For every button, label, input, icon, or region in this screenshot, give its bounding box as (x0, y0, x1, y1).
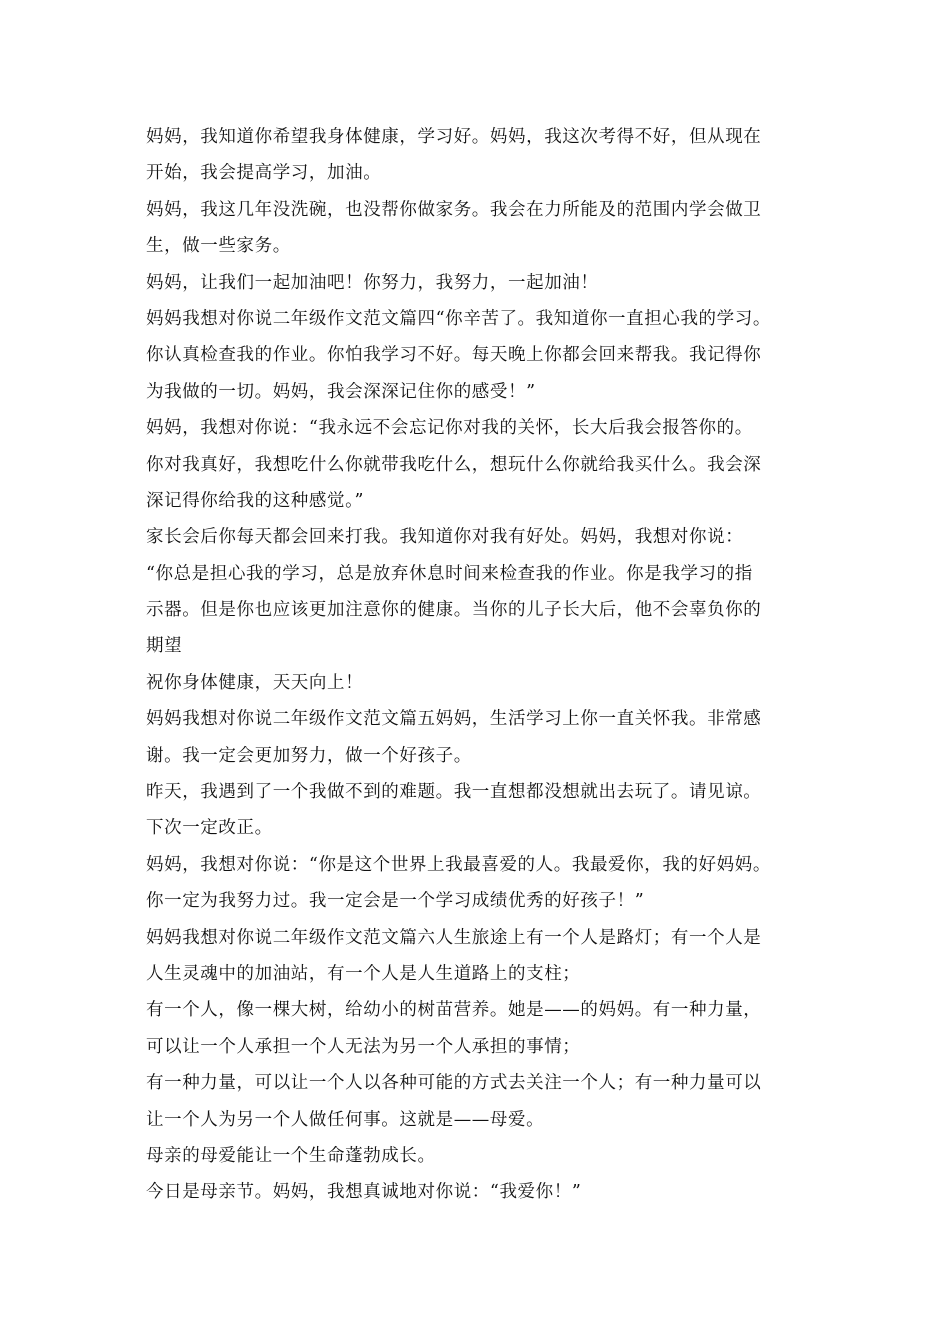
text-line: 祝你身体健康，天天向上！ (146, 672, 364, 693)
text-line: 妈妈，我想对你说：“我永远不会忘记你对我的关怀，长大后我会报答你的。 (146, 418, 753, 439)
text-line: 生，做一些家务。 (146, 236, 291, 257)
text-line: 昨天，我遇到了一个我做不到的难题。我一直想都没想就出去玩了。请见谅。 (146, 782, 762, 803)
text-line: 深记得你给我的这种感觉。” (146, 490, 364, 511)
text-line: 可以让一个人承担一个人无法为另一个人承担的事情； (146, 1036, 581, 1057)
text-line: 开始，我会提高学习，加油。 (146, 163, 382, 184)
text-line: 妈妈，让我们一起加油吧！你努力，我努力，一起加油！ (146, 272, 599, 293)
text-line: 为我做的一切。妈妈，我会深深记住你的感受！” (146, 381, 536, 402)
text-line: 你一定为我努力过。我一定会是一个学习成绩优秀的好孩子！” (146, 891, 645, 912)
text-line: 你认真检查我的作业。你怕我学习不好。每天晚上你都会回来帮我。我记得你 (146, 345, 762, 366)
text-line: 妈妈我想对你说二年级作文范文篇四“你辛苦了。我知道你一直担心我的学习。 (146, 308, 771, 329)
document-body (146, 119, 816, 1211)
text-line: 期望 (146, 636, 183, 657)
text-line: 让一个人为另一个人做任何事。这就是——母爱。 (146, 1109, 545, 1130)
text-line: 妈妈，我想对你说：“你是这个世界上我最喜爱的人。我最爱你，我的好妈妈。 (146, 854, 771, 875)
text-line: 家长会后你每天都会回来打我。我知道你对我有好处。妈妈，我想对你说： (146, 527, 744, 548)
text-line: 妈妈我想对你说二年级作文范文篇五妈妈，生活学习上你一直关怀我。非常感 (146, 709, 762, 730)
text-line: 今日是母亲节。妈妈，我想真诚地对你说：“我爱你！” (146, 1182, 582, 1203)
text-line: 妈妈，我这几年没洗碗，也没帮你做家务。我会在力所能及的范围内学会做卫 (146, 199, 762, 220)
text-line: 母亲的母爱能让一个生命蓬勃成长。 (146, 1145, 436, 1166)
text-line: 妈妈，我知道你希望我身体健康，学习好。妈妈，我这次考得不好，但从现在 (146, 127, 762, 147)
text-line: 有一个人，像一棵大树，给幼小的树苗营养。她是——的妈妈。有一种力量， (146, 1000, 762, 1021)
text-line: 人生灵魂中的加油站，有一个人是人生道路上的支柱； (146, 963, 581, 984)
text-line: 妈妈我想对你说二年级作文范文篇六人生旅途上有一个人是路灯；有一个人是 (146, 927, 762, 948)
text-line: “你总是担心我的学习，总是放弃休息时间来检查我的作业。你是我学习的指 (146, 563, 753, 584)
text-line: 你对我真好，我想吃什么你就带我吃什么，想玩什么你就给我买什么。我会深 (146, 454, 762, 475)
text-line: 下次一定改正。 (146, 818, 273, 839)
text-line: 有一种力量，可以让一个人以各种可能的方式去关注一个人；有一种力量可以 (146, 1073, 762, 1094)
text-line: 谢。我一定会更加努力，做一个好孩子。 (146, 745, 472, 766)
text-line: 示器。但是你也应该更加注意你的健康。当你的儿子长大后，他不会辜负你的 (146, 600, 762, 621)
